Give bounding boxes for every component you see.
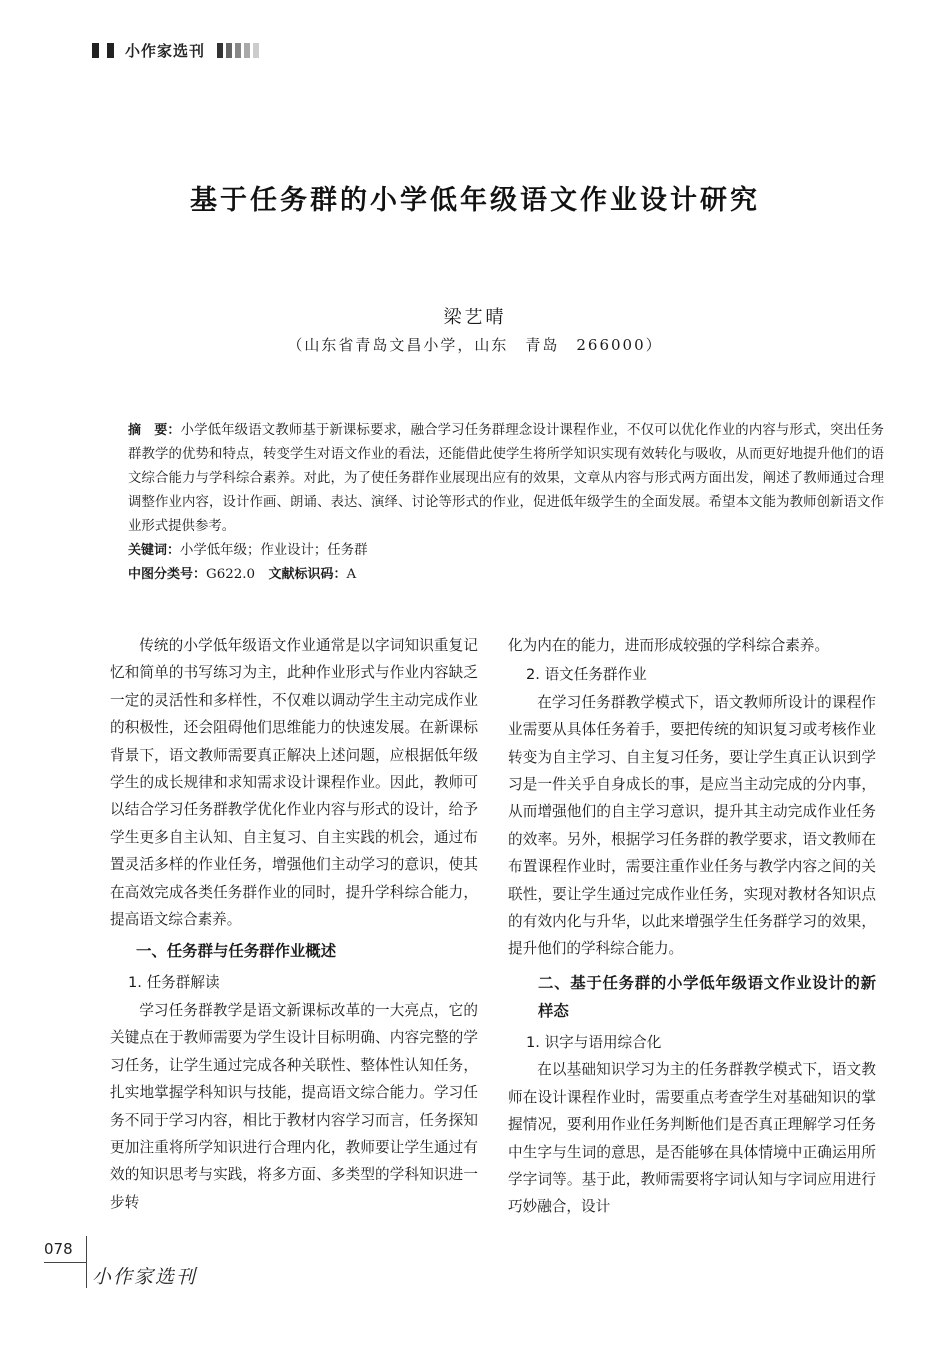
journal-header [92,40,259,60]
footer-divider-vertical [86,1236,87,1288]
stripe [217,43,223,58]
stripe [235,43,241,58]
subsection-1-paragraph: 学习任务群教学是语文新课标改革的一大亮点，它的关键点在于教师需要为学生设计目标明确、内容完整的学习任务，让学生通过完成各种关联性、整体性认知任务，扎实地掌握学科知识与技能，提高语文综合能力。学习任务不同于学习内容，相比于教材内容学习而言，任务探知更加注重将所学知识进行合理内化，教师要让学生通过有效的知识思考与实践，将多方面、多类型的学科知识进一步转 [110,1001,478,1211]
abstract-paragraph [128,419,884,539]
subsection-2-paragraph: 在学习任务群教学模式下，语文教师所设计的课程作业需要从具体任务着手，要把传统的知识复习或考核作业转变为自主学习、自主复习任务，要让学生真正认识到学习是一件关乎自身成长的事，是应当主动完成的分内事，从而增强他们的自主学习意识，提升其主动完成作业任务的效率。另外，根据学习任务群的教学要求，语文教师在布置课程作业时，需要注重作业任务与教学内容之间的关联性，要让学生通过完成作业任务，实现对教材各知识点的有效内化与升华，以此来增强学生任务群学习的效果，提升他们的学科综合能力。 [508,693,876,958]
stripe [253,43,259,58]
clc-label: 中图分类号： [128,567,207,582]
doc-code-value: A [346,567,357,582]
header-block-icon [92,43,99,58]
footer-divider-horizontal [44,1262,86,1263]
keywords-line [128,539,884,563]
author-name: 梁艺晴 [443,307,507,328]
abstract-block [128,419,884,587]
subsection-heading-3: 1. 识字与语用综合化 [526,1033,662,1051]
journal-name: 小作家选刊 [125,41,206,60]
body-right-column [508,632,876,1221]
header-block-icon [107,43,114,58]
section-heading-1: 一、任务群与任务群作业概述 [136,942,337,961]
stripe [244,43,250,58]
intro-paragraph: 传统的小学低年级语文作业通常是以字词知识重复记忆和简单的书写练习为主，此种作业形式与作业内容缺乏一定的灵活性和多样性，不仅难以调动学生主动完成作业的积极性，还会阻碍他们思维能力的快速发展。在新课标背景下，语文教师需要真正解决上述问题，应根据低年级学生的成长规律和求知需求设计课程作业。因此，教师可以结合学习任务群教学优化作业内容与形式的设计，给予学生更多自主认知、自主复习、自主实践的机会，通过布置灵活多样的作业任务，增强他们主动学习的意识，使其在高效完成各类任务群作业的同时，提升学科综合能力，提高语文综合素养。 [110,637,478,929]
section-heading-2: 二、基于任务群的小学低年级语文作业设计的新样态 [538,973,876,1020]
subsection-heading-2: 2. 语文任务群作业 [526,666,647,684]
subsection-3-paragraph: 在以基础知识学习为主的任务群教学模式下，语文教师在设计课程作业时，需要重点考查学生对基础知识的掌握情况，要利用作业任务判断他们是否真正理解学习任务中生字与生词的意思，是否能够在具体情境中正确运用所学字词等。基于此，教师需要将字词认知与字词应用进行巧妙融合，设计 [508,1061,876,1216]
subsection-heading-1: 1. 任务群解读 [128,974,220,992]
body-left-column [110,632,478,1216]
page-number: 078 [44,1240,73,1258]
stripe [226,43,232,58]
keywords-label: 关键词： [128,543,181,558]
keywords-text: 小学低年级；作业设计；任务群 [180,543,368,558]
abstract-label: 摘 要： [128,423,181,438]
article-title: 基于任务群的小学低年级语文作业设计研究 [190,185,760,216]
abstract-text: 小学低年级语文教师基于新课标要求，融合学习任务群理念设计课程作业，不仅可以优化作业的内容与形式，突出任务群教学的优势和特点，转变学生对语文作业的看法，还能借此使学生将所学知识实现有效转化与吸收，从而更好地提升他们的语文综合能力与学科综合素养。对此，为了使任务群作业展现出应有的效果，文章从内容与形式两方面出发，阐述了教师通过合理调整作业内容，设计作画、朗诵、表达、演绎、讨论等形式的作业，促进低年级学生的全面发展。希望本文能为教师创新语文作业形式提供参考。 [128,423,884,534]
doc-code-label: 文献标识码： [268,567,347,582]
continued-paragraph: 化为内在的能力，进而形成较强的学科综合素养。 [508,637,830,654]
classification-line [128,563,884,587]
clc-value: G622.0 [206,567,256,582]
header-stripes-icon [217,43,259,58]
author-affiliation: （山东省青岛文昌小学，山东 青岛 266000） [287,336,663,354]
journal-logo: 小作家选刊 [92,1266,198,1288]
